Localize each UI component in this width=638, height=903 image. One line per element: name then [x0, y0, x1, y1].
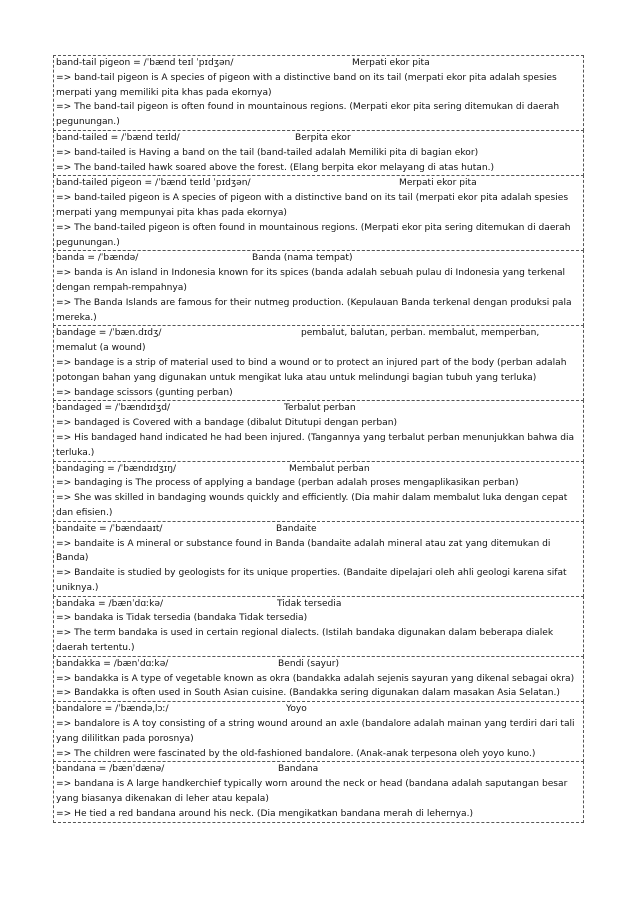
- entry-head: [56, 657, 582, 672]
- entry-head: [56, 251, 582, 266]
- entry-translation: Terbalut perban: [284, 403, 356, 414]
- entry-example: => The band-tailed pigeon is often found in mountainous regions. (Merpati ekor pita sering ditemukan di daerah pegunungan.): [56, 222, 571, 248]
- entry-head: [56, 462, 582, 477]
- entry-example: => The band-tailed hawk soared above the forest. (Elang berpita ekor melayang di atas hutan.): [56, 162, 495, 173]
- entry-band-tailed: [53, 130, 584, 176]
- entry-example: => The children were fascinated by the old-fashioned bandalore. (Anak-anak terpesona oleh yoyo kuno.): [56, 748, 536, 759]
- entry-translation: Berpita ekor: [295, 132, 351, 143]
- entry-definition: => banda is An island in Indonesia known for its spices (banda adalah sebuah pulau di Indonesia yang terkenal dengan rempah-rempahnya): [56, 268, 566, 293]
- entry-term: band-tail pigeon = /ˈbænd teɪl ˈpɪdʒən/: [56, 58, 234, 68]
- entry-term: bandaging = /ˈbændɪdʒɪŋ/: [56, 463, 177, 474]
- entry-head: [56, 326, 582, 356]
- entry-term: bandage = /ˈbæn.dɪdʒ/: [56, 328, 162, 339]
- entry-definition: => bandaka is Tidak tersedia (bandaka Tidak tersedia): [56, 613, 308, 624]
- entry-translation: pembalut, balutan, perban. membalut, memperban, memalut (a wound): [56, 328, 540, 354]
- entry-definition: => band-tail pigeon is A species of pigeon with a distinctive band on its tail (merpati ekor pita adalah spesies merpati yang memiliki pita khas pada ekornya): [56, 72, 557, 98]
- dictionary-page: [53, 55, 584, 823]
- entry-definition: => bandage is a strip of material used to bind a wound or to protect an injured part of the body (perban adalah potongan bahan yang digunakan untuk mengikat luka atau untuk melindungi bagian tubuh yang terluka): [56, 357, 567, 383]
- entry-example: => She was skilled in bandaging wounds quickly and efficiently. (Dia mahir dalam membalut luka dengan cepat dan efisien.): [56, 493, 568, 518]
- entry-bandaka: [53, 596, 584, 657]
- entry-example: => The Banda Islands are famous for their nutmeg production. (Kepulauan Banda terkenal dengan produksi pala mereka.): [56, 297, 572, 323]
- entry-example: => The band-tail pigeon is often found in mountainous regions. (Merpati ekor pita sering ditemukan di daerah pegunungan.): [56, 102, 560, 128]
- entry-definition: => bandakka is A type of vegetable known as okra (bandakka adalah sejenis sayuran yang dikenal sebagai okra): [56, 673, 575, 684]
- entry-example: => Bandaite is studied by geologists for its unique properties. (Bandaite dipelajari oleh ahli geologi karena sifat uniknya.): [56, 568, 567, 593]
- entry-example: => The term bandaka is used in certain regional dialects. (Istilah bandaka digunakan dalam beberapa dialek daerah tertentu.): [56, 628, 554, 654]
- entry-bandakka: [53, 656, 584, 702]
- entry-definition: => bandaite is A mineral or substance found in Banda (bandaite adalah mineral atau zat yang ditemukan di Banda): [56, 538, 551, 564]
- entry-term: banda = /ˈbændə/: [56, 253, 139, 264]
- entry-definition: => bandaging is The process of applying a bandage (perban adalah proses mengaplikasikan perban): [56, 478, 519, 489]
- entry-term: band-tailed pigeon = /ˈbænd teɪld ˈpɪdʒən/: [56, 178, 251, 189]
- entry-bandana: [53, 761, 584, 822]
- entry-banda: [53, 250, 584, 326]
- entry-term: bandalore = /ˈbændəˌlɔː/: [56, 704, 169, 715]
- entry-bandaging: [53, 461, 584, 522]
- entry-definition: => bandaged is Covered with a bandage (dibalut Ditutupi dengan perban): [56, 418, 398, 429]
- entry-example: => He tied a red bandana around his neck. (Dia mengikatkan bandana merah di lehernya.): [56, 808, 474, 819]
- entry-translation: Bandaite: [276, 523, 317, 534]
- entry-translation: Membalut perban: [289, 463, 370, 474]
- entry-head: [56, 522, 582, 537]
- entry-head: [56, 597, 582, 612]
- entry-head: [56, 401, 582, 416]
- entry-translation: Merpati ekor pita: [352, 58, 430, 68]
- entry-translation: Yoyo: [286, 704, 307, 715]
- entry-example: => His bandaged hand indicated he had been injured. (Tangannya yang terbalut perban menunjukkan bahwa dia terluka.): [56, 432, 575, 458]
- entry-band-tail-pigeon: [53, 55, 584, 131]
- entry-example: => Bandakka is often used in South Asian cuisine. (Bandakka sering digunakan dalam masakan Asia Selatan.): [56, 688, 560, 699]
- entry-term: band-tailed = /ˈbænd teɪld/: [56, 132, 180, 143]
- entry-head: [56, 56, 582, 71]
- entry-term: bandaka = /bænˈdɑːkə/: [56, 598, 164, 609]
- entry-translation: Bendi (sayur): [278, 658, 340, 669]
- entry-definition: => bandana is A large handkerchief typically worn around the neck or head (bandana adalah saputangan besar yang biasanya dikenakan di leher atau kepala): [56, 779, 568, 805]
- entry-term: bandaite = /ˈbændaaɪt/: [56, 523, 163, 534]
- entry-bandage: [53, 325, 584, 401]
- entry-term: bandakka = /bænˈdɑːkə/: [56, 658, 169, 669]
- entry-head: [56, 702, 582, 717]
- entry-translation: Merpati ekor pita: [399, 178, 477, 189]
- entry-translation: Banda (nama tempat): [252, 253, 353, 264]
- entry-definition: => band-tailed pigeon is A species of pigeon with a distinctive band on its tail (merpati ekor pita adalah spesies merpati yang mempunyai pita khas pada ekornya): [56, 193, 569, 218]
- entry-definition: => bandalore is A toy consisting of a string wound around an axle (bandalore adalah mainan yang terdiri dari tali yang dililitkan pada porosnya): [56, 719, 575, 744]
- entry-head: [56, 131, 582, 146]
- entry-head: [56, 762, 582, 777]
- entry-bandaged: [53, 400, 584, 461]
- entry-translation: Tidak tersedia: [277, 598, 342, 609]
- entry-head: [56, 176, 582, 191]
- entry-term: bandaged = /ˈbændɪdʒd/: [56, 403, 171, 414]
- entry-band-tailed-pigeon: [53, 175, 584, 251]
- entry-example: => bandage scissors (gunting perban): [56, 387, 233, 398]
- entry-definition: => band-tailed is Having a band on the tail (band-tailed adalah Memiliki pita di bagian ekor): [56, 147, 479, 158]
- entry-bandaite: [53, 521, 584, 597]
- entry-bandalore: [53, 701, 584, 762]
- entry-term: bandana = /bænˈdænə/: [56, 764, 165, 775]
- entry-translation: Bandana: [278, 764, 319, 775]
